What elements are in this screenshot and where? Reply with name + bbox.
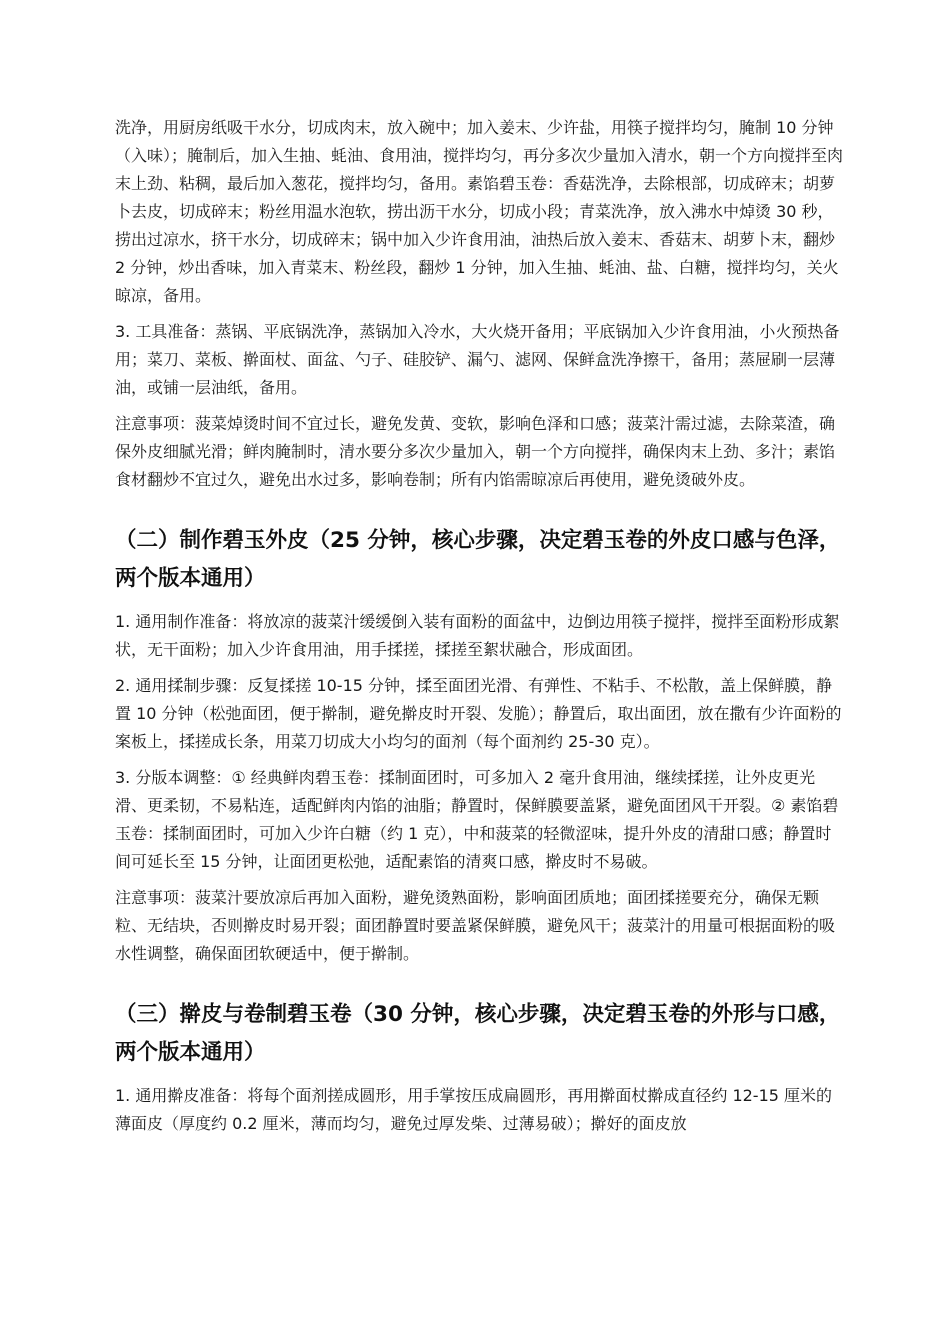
paragraph-notes-1: 注意事项：菠菜焯烫时间不宜过长，避免发黄、变软，影响色泽和口感；菠菜汁需过滤，去除菜渣，确保外皮细腻光滑；鲜肉腌制时，清水要分多次少量加入，朝一个方向搅拌，确保肉末上劲、多汁；素馅食材翻炒不宜过久，避免出水过多，影响卷制；所有内馅需晾凉后再使用，避免烫破外皮。	[115, 414, 836, 489]
document-page	[115, 114, 845, 1146]
paragraph-filling-prep: 洗净，用厨房纸吸干水分，切成肉末，放入碗中；加入姜末、少许盐，用筷子搅拌均匀，腌制 10 分钟（入味）；腌制后，加入生抽、蚝油、食用油，搅拌均匀，再分多次少量加入清水，朝一个方向搅拌至肉末上劲、粘稠，最后加入葱花，搅拌均匀，备用。素馅碧玉卷：香菇洗净，去除根部，切成碎末；胡萝卜去皮，切成碎末；粉丝用温水泡软，捞出沥干水分，切成小段；青菜洗净，放入沸水中焯烫 30 秒，捞出过凉水，挤干水分，切成碎末；锅中加入少许食用油，油热后放入姜末、香菇末、胡萝卜末，翻炒 2 分钟，炒出香味，加入青菜末、粉丝段，翻炒 1 分钟，加入生抽、蚝油、盐、白糖，搅拌均匀，关火晾凉，备用。	[115, 118, 844, 305]
section-heading-2: （二）制作碧玉外皮（25 分钟，核心步骤，决定碧玉卷的外皮口感与色泽，两个版本通用）	[115, 528, 841, 591]
paragraph-kneading: 2. 通用揉制步骤：反复揉搓 10-15 分钟，揉至面团光滑、有弹性、不粘手、不松散，盖上保鲜膜，静置 10 分钟（松弛面团，便于擀制，避免擀皮时开裂、发脆）；静置后，取出面团，放在撒有少许面粉的案板上，揉搓成长条，用菜刀切成大小均匀的面剂（每个面剂约 25-30 克）。	[115, 676, 842, 751]
paragraph-rolling-prep: 1. 通用擀皮准备：将每个面剂搓成圆形，用手掌按压成扁圆形，再用擀面杖擀成直径约 12-15 厘米的薄面皮（厚度约 0.2 厘米，薄而均匀，避免过厚发柴、过薄易破）；擀好的面皮放	[115, 1086, 833, 1133]
paragraph-version-adjust: 3. 分版本调整：① 经典鲜肉碧玉卷：揉制面团时，可多加入 2 毫升食用油，继续揉搓，让外皮更光滑、更柔韧，不易粘连，适配鲜肉内馅的油脂；静置时，保鲜膜要盖紧，避免面团风干开裂。② 素馅碧玉卷：揉制面团时，可加入少许白糖（约 1 克），中和菠菜的轻微涩味，提升外皮的清甜口感；静置时间可延长至 15 分钟，让面团更松弛，适配素馅的清爽口感，擀皮时不易破。	[115, 768, 839, 871]
paragraph-dough-prep: 1. 通用制作准备：将放凉的菠菜汁缓缓倒入装有面粉的面盆中，边倒边用筷子搅拌，搅拌至面粉形成絮状，无干面粉；加入少许食用油，用手揉搓，揉搓至絮状融合，形成面团。	[115, 612, 840, 659]
paragraph-tool-prep: 3. 工具准备：蒸锅、平底锅洗净，蒸锅加入冷水，大火烧开备用；平底锅加入少许食用油，小火预热备用；菜刀、菜板、擀面杖、面盆、勺子、硅胶铲、漏勺、滤网、保鲜盒洗净擦干，备用；蒸屉刷一层薄油，或铺一层油纸，备用。	[115, 322, 840, 397]
paragraph-notes-2: 注意事项：菠菜汁要放凉后再加入面粉，避免烫熟面粉，影响面团质地；面团揉搓要充分，确保无颗粒、无结块，否则擀皮时易开裂；面团静置时要盖紧保鲜膜，避免风干；菠菜汁的用量可根据面粉的吸水性调整，确保面团软硬适中，便于擀制。	[115, 888, 836, 963]
section-heading-3: （三）擀皮与卷制碧玉卷（30 分钟，核心步骤，决定碧玉卷的外形与口感，两个版本通用）	[115, 1002, 841, 1065]
